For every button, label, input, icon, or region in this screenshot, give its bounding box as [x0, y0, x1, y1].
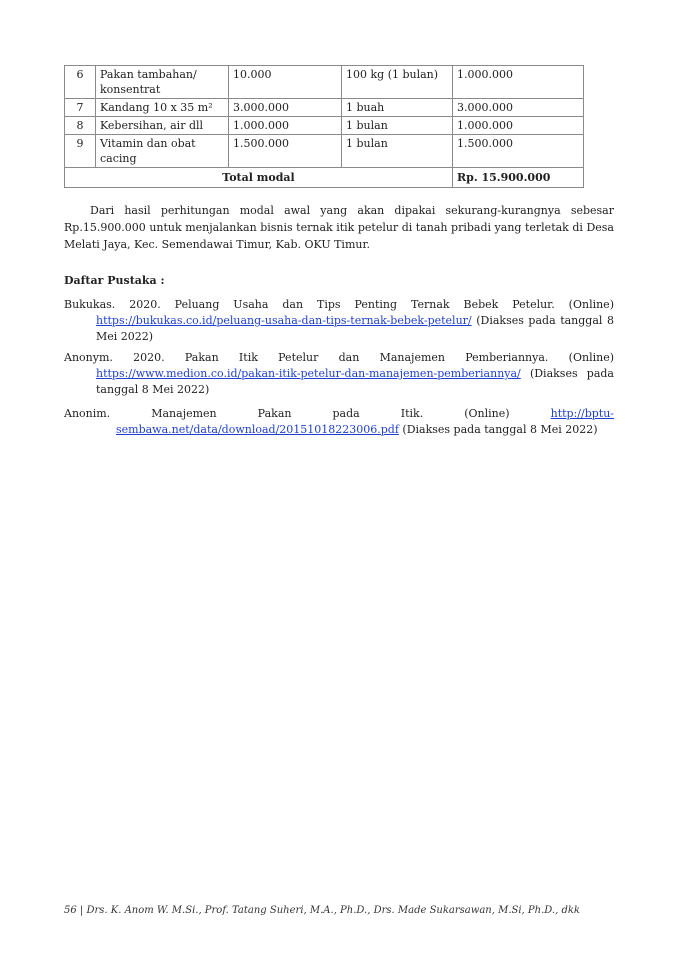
row-total: 1.500.000 — [453, 135, 584, 168]
reference-link[interactable]: https://www.medion.co.id/pakan-itik-petelur-dan-manajemen-pemberiannya/ — [96, 367, 521, 380]
references-heading: Daftar Pustaka : — [64, 274, 165, 287]
reference-access-note: (Diakses pada tanggal 8 Mei 2022) — [96, 367, 614, 396]
table-row — [65, 135, 584, 168]
unit-price: 10.000 — [229, 66, 342, 99]
capital-table-body — [65, 66, 584, 188]
row-number: 6 — [65, 66, 96, 99]
reference-text: Anonim. Manajemen Pakan pada Itik. (Online) — [64, 407, 551, 420]
table-row — [65, 66, 584, 99]
reference-item — [64, 406, 614, 438]
capital-table — [64, 65, 584, 188]
quantity: 1 buah — [342, 99, 453, 117]
total-value: Rp. 15.900.000 — [453, 168, 584, 188]
total-row — [65, 168, 584, 188]
item-name: Kandang 10 x 35 m² — [96, 99, 229, 117]
unit-price: 1.000.000 — [229, 117, 342, 135]
reference-item — [64, 297, 614, 345]
table-row — [65, 117, 584, 135]
reference-item — [64, 350, 614, 398]
row-number: 9 — [65, 135, 96, 168]
reference-access-note: (Diakses pada tanggal 8 Mei 2022) — [96, 314, 614, 343]
quantity: 1 bulan — [342, 135, 453, 168]
row-total: 3.000.000 — [453, 99, 584, 117]
total-label: Total modal — [65, 168, 453, 188]
row-number: 8 — [65, 117, 96, 135]
summary-paragraph: Dari hasil perhitungan modal awal yang akan dipakai sekurang-kurangnya sebesar Rp.15.900.000 untuk menjalankan bisnis ternak itik petelur di tanah pribadi yang terletak di Desa Melati Jaya, Kec. Semendawai Timur, Kab. OKU Timur. — [64, 204, 614, 251]
page-footer: 56 | Drs. K. Anom W. M.Si., Prof. Tatang Suheri, M.A., Ph.D., Drs. Made Sukarsawan, M.Si, Ph.D., dkk — [64, 905, 580, 916]
unit-price: 3.000.000 — [229, 99, 342, 117]
reference-text: Bukukas. 2020. Peluang Usaha dan Tips Penting Ternak Bebek Petelur. (Online) — [64, 298, 614, 311]
row-total: 1.000.000 — [453, 117, 584, 135]
reference-text: Anonym. 2020. Pakan Itik Petelur dan Manajemen Pemberiannya. (Online) — [64, 351, 614, 364]
item-name: Pakan tambahan/ konsentrat — [96, 66, 229, 99]
quantity: 1 bulan — [342, 117, 453, 135]
row-number: 7 — [65, 99, 96, 117]
row-total: 1.000.000 — [453, 66, 584, 99]
reference-link[interactable]: https://bukukas.co.id/peluang-usaha-dan-tips-ternak-bebek-petelur/ — [96, 314, 472, 327]
quantity: 100 kg (1 bulan) — [342, 66, 453, 99]
reference-access-note: (Diakses pada tanggal 8 Mei 2022) — [398, 423, 598, 436]
item-name: Vitamin dan obat cacing — [96, 135, 229, 168]
table-row — [65, 99, 584, 117]
item-name: Kebersihan, air dll — [96, 117, 229, 135]
reference-link[interactable]: http://bptu-sembawa.net/data/download/20151018223006.pdf — [116, 407, 614, 436]
unit-price: 1.500.000 — [229, 135, 342, 168]
